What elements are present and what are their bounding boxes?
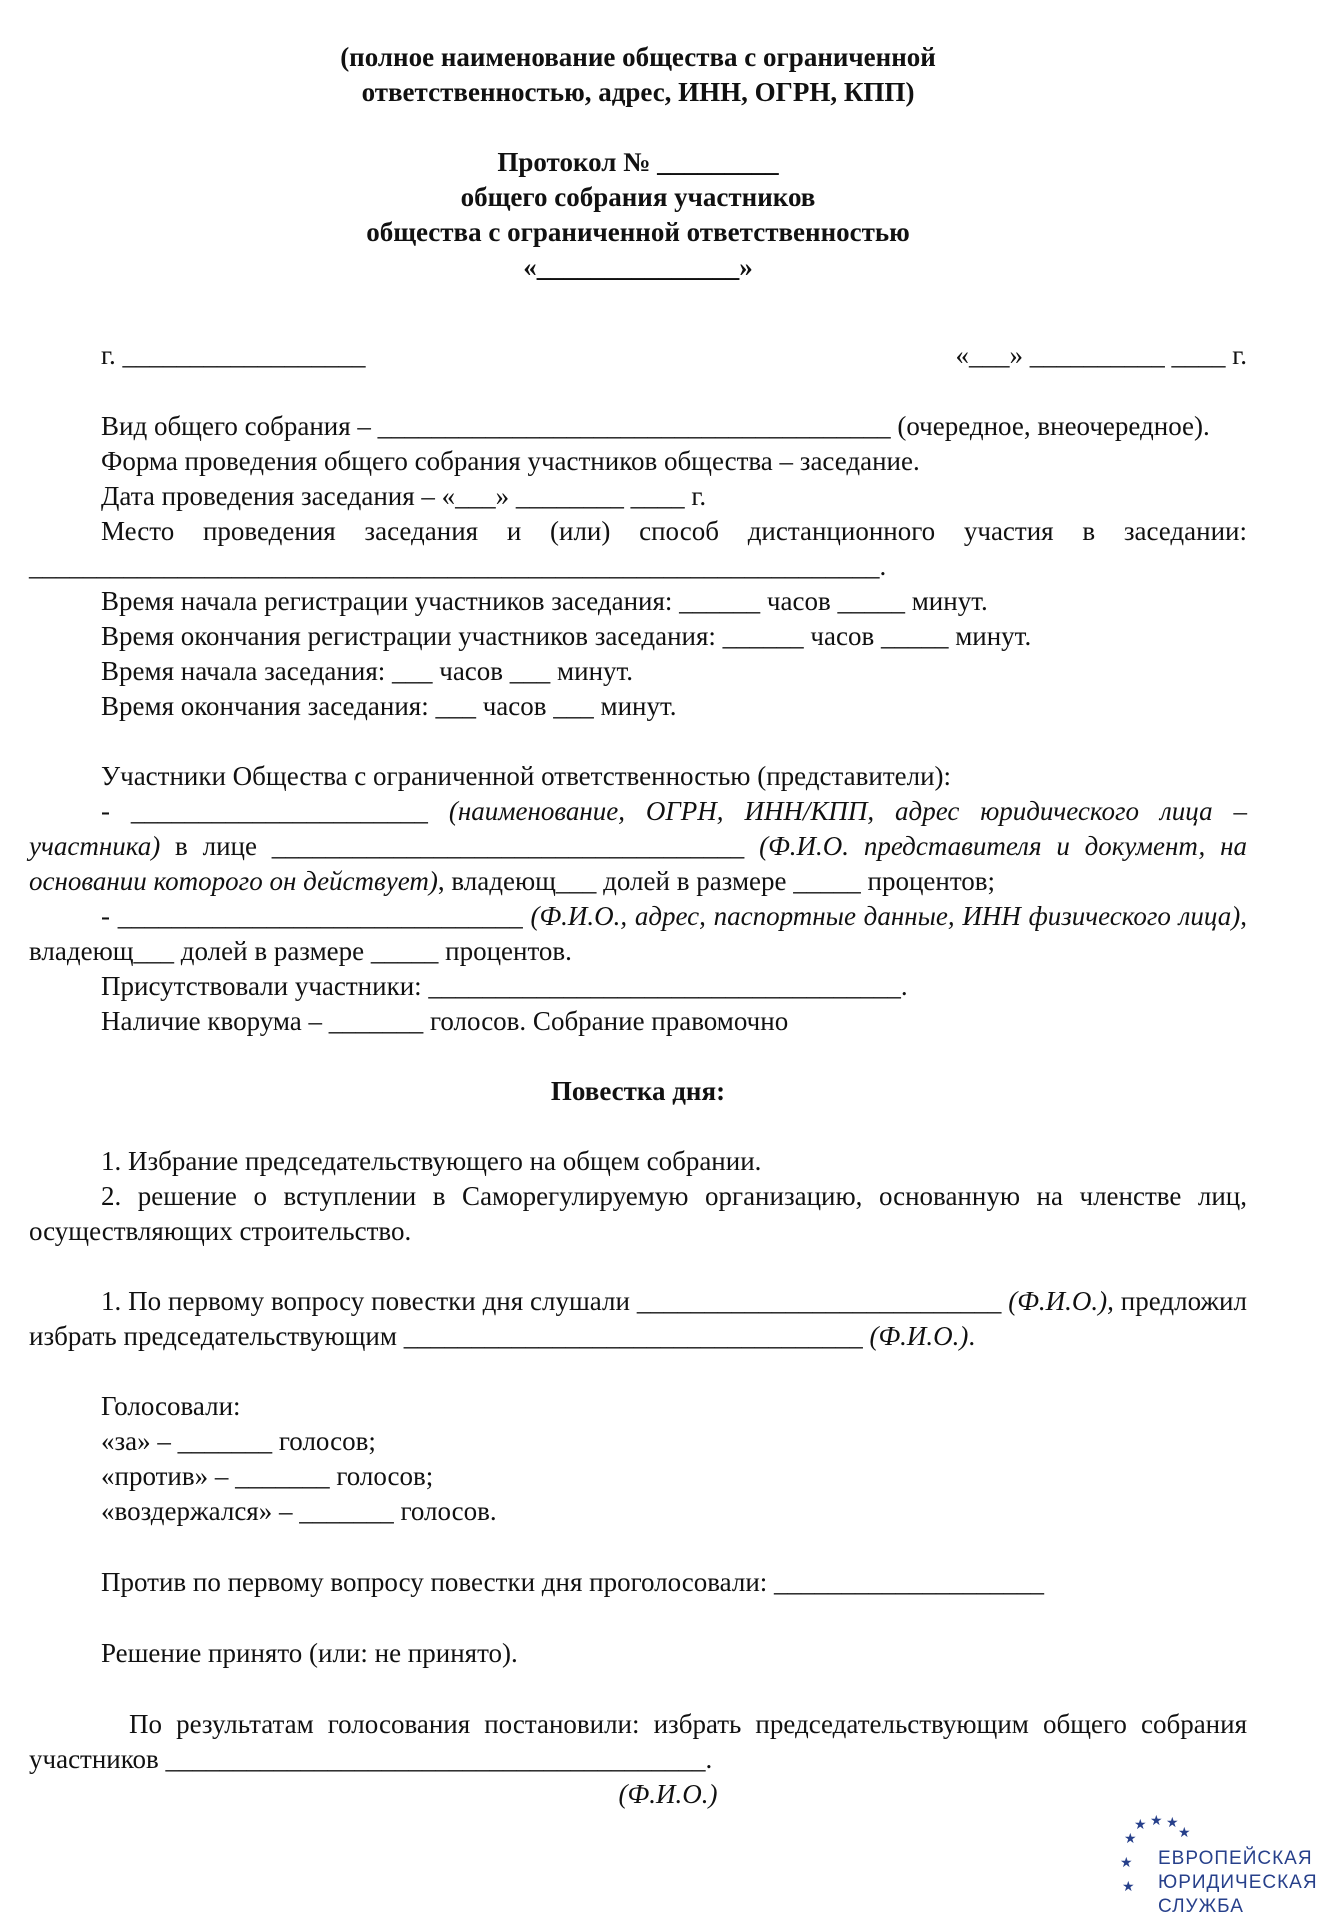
meeting-start: Время начала заседания: ___ часов ___ минут. [101, 656, 634, 686]
org-line-1: (полное наименование общества с ограниченной [340, 42, 936, 72]
protocol-subtitle-2: общества с ограниченной ответственностью [366, 217, 910, 247]
person-dash: - ______________________________ [101, 901, 531, 931]
svg-text:★: ★ [1134, 1817, 1147, 1833]
registration-end: Время окончания регистрации участников заседания: ______ часов _____ минут. [101, 621, 1032, 651]
svg-text:★: ★ [1124, 1831, 1137, 1847]
meeting-end: Время окончания заседания: ___ часов ___ минут. [101, 691, 677, 721]
participant-person [29, 899, 1247, 969]
representative-hint: (Ф.И.О. представителя и документ, на основании которого он действует) [29, 831, 1247, 896]
logo-line-2: ЮРИДИЧЕСКАЯ [1158, 1872, 1318, 1893]
city-blank: г. __________________ [101, 340, 366, 370]
quorum: Наличие кворума – _______ голосов. Собрание правомочно [101, 1006, 789, 1036]
logo-text [1158, 1847, 1318, 1919]
decision: Решение принято (или: не принято). [101, 1638, 518, 1668]
present-participants: Присутствовали участники: ___________________________________. [101, 971, 908, 1001]
entity-hint: (наименование, ОГРН, ИНН/КПП, адрес юридического лица – участника) [29, 796, 1247, 861]
svg-text:★: ★ [1166, 1815, 1179, 1831]
svg-text:★: ★ [1120, 1855, 1133, 1871]
date-blank: «___» __________ ____ г. [955, 340, 1247, 370]
registration-start: Время начала регистрации участников заседания: ______ часов _____ минут. [101, 586, 988, 616]
resolution: По результатам голосования постановили: избрать председательствующим общего собрания участников ________________________________________. [29, 1709, 1247, 1774]
company-logo [1118, 1815, 1318, 1915]
meeting-date: Дата проведения заседания – «___» ________ ____ г. [101, 481, 707, 511]
protocol-title: Протокол № _________ [497, 147, 779, 177]
person-share: , владеющ___ долей в размере _____ процентов. [29, 901, 1247, 966]
proposed-text: предложил избрать председательствующим __________________________________ [29, 1286, 1247, 1351]
entity-representative: в лице ___________________________________ [160, 831, 760, 861]
protocol-subtitle-1: общего собрания участников [460, 182, 816, 212]
voting-heading: Голосовали: [101, 1391, 241, 1421]
participants-heading: Участники Общества с ограниченной ответственностью (представители): [101, 761, 952, 791]
entity-share: , владеющ___ долей в размере _____ процентов; [437, 866, 996, 896]
participant-entity [29, 794, 1247, 899]
svg-text:★: ★ [1150, 1813, 1163, 1829]
vote-for: «за» – _______ голосов; [101, 1426, 376, 1456]
company-name-blank: «_______________» [523, 252, 753, 282]
question-1 [29, 1284, 1247, 1354]
resolution-fio: (Ф.И.О.) [618, 1779, 718, 1809]
meeting-place: Место проведения заседания и (или) способ дистанционного участия в заседании: _______________________________________________________________. [29, 516, 1247, 581]
meeting-form: Форма проведения общего собрания участников общества – заседание. [101, 446, 920, 476]
meeting-type: Вид общего собрания – ______________________________________ (очередное, внеочередное). [101, 411, 1210, 441]
heard-fio: (Ф.И.О.), [1008, 1286, 1114, 1316]
entity-dash: - ______________________ [101, 796, 449, 826]
against-voters: Против по первому вопросу повестки дня проголосовали: ____________________ [101, 1567, 1045, 1597]
logo-line-3: СЛУЖБА [1158, 1896, 1244, 1917]
proposed-fio: (Ф.И.О.) [869, 1321, 969, 1351]
document-page [29, 40, 1247, 1812]
vote-abstained: «воздержался» – _______ голосов. [101, 1496, 497, 1526]
agenda-heading: Повестка дня: [550, 1076, 726, 1106]
agenda-item-2: 2. решение о вступлении в Саморегулируемую организацию, основанную на членстве лиц, осуществляющих строительство. [29, 1181, 1247, 1246]
logo-line-1: ЕВРОПЕЙСКАЯ [1158, 1848, 1313, 1869]
vote-against: «против» – _______ голосов; [101, 1461, 434, 1491]
heard-text: 1. По первому вопросу повестки дня слушали ___________________________ [101, 1286, 1009, 1316]
person-hint: (Ф.И.О., адрес, паспортные данные, ИНН физического лица) [530, 901, 1241, 931]
agenda-item-1: 1. Избрание председательствующего на общем собрании. [101, 1146, 762, 1176]
org-line-2: ответственностью, адрес, ИНН, ОГРН, КПП) [361, 77, 915, 107]
svg-text:★: ★ [1178, 1825, 1191, 1841]
proposed-end: . [968, 1321, 976, 1351]
place-date-row [29, 338, 1247, 373]
svg-text:★: ★ [1122, 1879, 1135, 1895]
